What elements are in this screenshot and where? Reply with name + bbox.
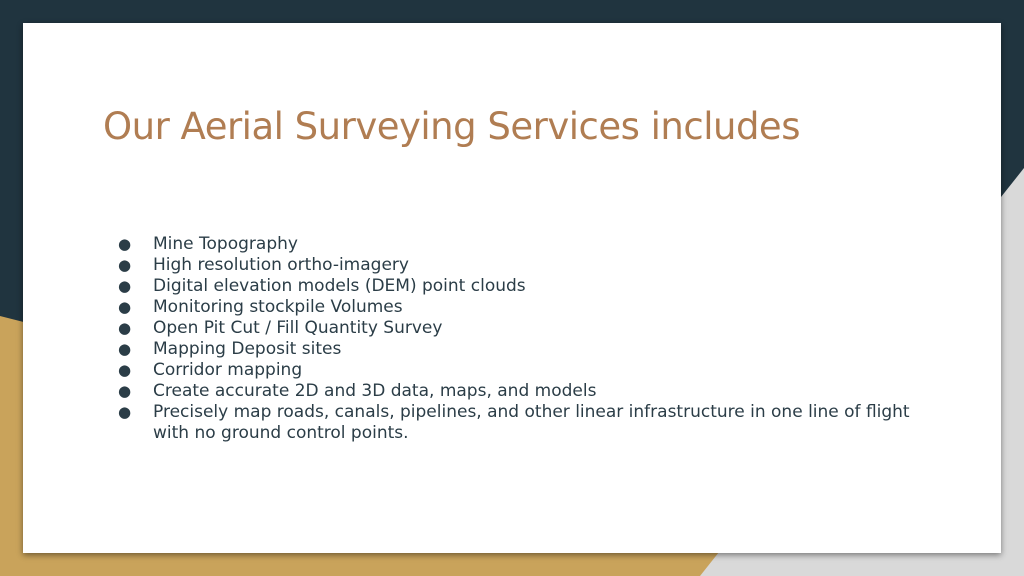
list-item-text: Precisely map roads, canals, pipelines, and other linear infrastructure in one line of flight with no ground control points. bbox=[153, 402, 910, 443]
list-item bbox=[118, 318, 921, 339]
list-item-text: Mapping Deposit sites bbox=[153, 339, 342, 359]
bullet-dot-icon: ● bbox=[118, 235, 132, 253]
bullet-dot-icon: ● bbox=[118, 403, 132, 421]
bullet-dot-icon: ● bbox=[118, 382, 132, 400]
list-item-text: Open Pit Cut / Fill Quantity Survey bbox=[153, 318, 443, 338]
services-bullet-list bbox=[118, 234, 921, 444]
list-item bbox=[118, 234, 921, 255]
list-item bbox=[118, 402, 921, 444]
bullet-dot-icon: ● bbox=[118, 319, 132, 337]
bullet-dot-icon: ● bbox=[118, 361, 132, 379]
bullet-dot-icon: ● bbox=[118, 256, 132, 274]
slide-title: Our Aerial Surveying Services includes bbox=[103, 105, 800, 148]
list-item-text: Mine Topography bbox=[153, 234, 298, 254]
list-item-text: High resolution ortho-imagery bbox=[153, 255, 409, 275]
slide-card bbox=[23, 23, 1001, 553]
list-item-text: Monitoring stockpile Volumes bbox=[153, 297, 403, 317]
list-item-text: Create accurate 2D and 3D data, maps, and models bbox=[153, 381, 597, 401]
list-item bbox=[118, 339, 921, 360]
list-item bbox=[118, 297, 921, 318]
list-item-text: Corridor mapping bbox=[153, 360, 303, 380]
bullet-dot-icon: ● bbox=[118, 298, 132, 316]
bullet-dot-icon: ● bbox=[118, 277, 132, 295]
bullet-dot-icon: ● bbox=[118, 340, 132, 358]
list-item bbox=[118, 255, 921, 276]
list-item-text: Digital elevation models (DEM) point clouds bbox=[153, 276, 526, 296]
list-item bbox=[118, 381, 921, 402]
list-item bbox=[118, 276, 921, 297]
list-item bbox=[118, 360, 921, 381]
